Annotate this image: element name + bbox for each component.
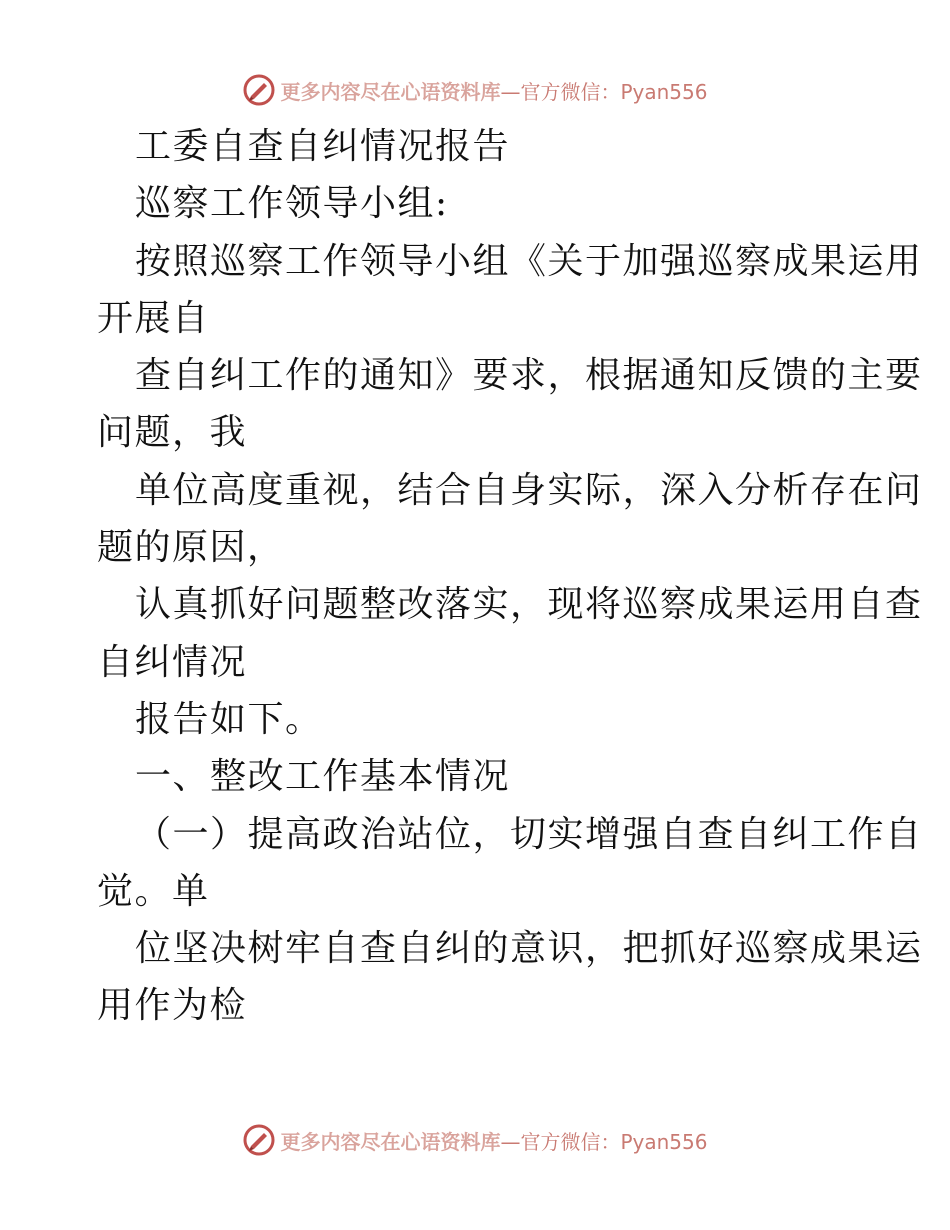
watermark-footer [0,1120,950,1160]
body-line: 问题，我 [97,412,248,454]
document-title: 工委自查自纠情况报告 [135,126,511,167]
body-line: 自纠情况 [97,641,248,683]
document-body [97,118,923,1035]
body-line: 报告如下。 [135,698,323,740]
body-line: 位坚决树牢自查自纠的意识，把抓好巡察成果运 [135,928,923,970]
watermark-main-text: 更多内容尽在心语资料库 [280,1129,501,1154]
watermark-sub-text: —官方微信：Pyan556 [500,79,708,104]
salutation: 巡察工作领导小组: [135,183,449,225]
body-line: 查自纠工作的通知》要求，根据通知反馈的主要 [135,355,923,397]
body-line: 用作为检 [97,985,248,1027]
body-line: 开展自 [97,297,210,339]
watermark-sub-text: —官方微信：Pyan556 [500,1129,708,1154]
section-heading: 一、整改工作基本情况 [135,756,511,798]
watermark-main-text: 更多内容尽在心语资料库 [280,79,501,104]
body-line: 觉。单 [97,870,210,912]
pen-circle-logo-icon [242,73,276,107]
pen-circle-logo-icon [242,1123,276,1157]
body-line: 单位高度重视，结合自身实际，深入分析存在问 [135,469,923,511]
body-line: 认真抓好问题整改落实，现将巡察成果运用自查 [135,584,923,626]
body-line: 按照巡察工作领导小组《关于加强巡察成果运用 [135,240,923,282]
body-line: 题的原因， [97,527,285,569]
watermark-header [0,70,950,110]
subsection-heading: （一）提高政治站位，切实增强自查自纠工作自 [135,813,923,855]
